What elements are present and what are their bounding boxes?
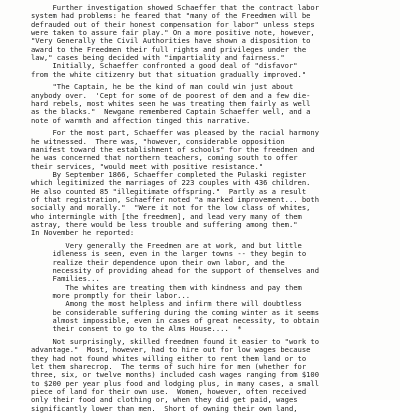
text-line: to $200 per year plus food and lodging plus, in many cases, a small	[31, 378, 320, 388]
text-line: system had problems: he feared that "many of the Freedmen will be	[31, 11, 311, 21]
text-line: which legitimized the marriages of 223 couples with 436 children.	[31, 178, 311, 188]
text-line: He also counted 85 "illegitimate offspring." Partly as a result	[31, 186, 307, 196]
text-line: Families...	[31, 274, 100, 284]
text-line: from the white citizenry but that situation gradually improved."	[31, 69, 307, 79]
text-line: advantage." Most, however, had to hire out for low wages because	[31, 345, 311, 355]
text-line: Not surprisingly, skilled freedmen found it easier to "work to	[31, 336, 320, 346]
text-line: anybody over. 'Cept for some of de poorest of dem and a few die-	[31, 90, 311, 100]
text-line: socially and morally." "Were it not for the low class of whites,	[31, 203, 311, 213]
text-line: who intermingle with [the freedmen], and lead very many of them	[31, 211, 302, 221]
block-quotation	[31, 242, 376, 334]
text-line: piece of land for their own use. Women, however, often received	[31, 386, 307, 396]
text-line: almost impossible, even in cases of great necessity, to obtain	[31, 315, 320, 325]
paragraph	[31, 129, 376, 237]
text-line: "The Captain, he be the kind of man could win just about	[31, 82, 294, 92]
text-line: he witnessed. There was, "however, considerable opposition	[31, 136, 285, 146]
text-line: Very generally the Freedmen are at work, and but little	[31, 240, 302, 250]
text-line: idleness is seen, even in the larger towns -- they begin to	[31, 249, 307, 259]
document-text	[31, 4, 376, 413]
text-line: significantly lower than men. Short of owning their own land,	[31, 403, 298, 413]
text-line: manifest toward the establishment of schools" for the freedmen and	[31, 144, 315, 154]
text-line: Initially, Schaeffer confronted a good deal of "disfavor"	[31, 61, 298, 71]
text-line: only their food and clothing or, when they did get paid, wages	[31, 395, 298, 405]
text-line: as the blacks." Newgane remembered Captain Schaeffer well, and a	[31, 107, 311, 117]
text-line: more promptly for their labor...	[31, 290, 191, 300]
text-line: award to the Freedmen their full rights and privileges under the	[31, 44, 307, 54]
text-line: note of warmth and affection tinged this narrative.	[31, 115, 251, 125]
text-line: In November he reported:	[31, 228, 135, 238]
text-line: Among the most helpless and infirm there will doubtless	[31, 299, 302, 309]
text-line: be considerable suffering during the coming winter as it seems	[31, 307, 320, 317]
text-line: law," cases being decided with "impartiality and fairness."	[31, 53, 285, 63]
text-line: three, six, or twelve months) included cash wages ranging from $100	[31, 370, 320, 380]
text-line: hard rebels, most whites seen he was treating them fairly as well	[31, 98, 311, 108]
text-line: The whites are treating them with kindness and pay them	[31, 282, 302, 292]
text-line: defrauded out of their honest compensation for labor" unless steps	[31, 19, 315, 29]
text-line: necessity of providing ahead for the support of themselves and	[31, 265, 320, 275]
text-line: "Very Generally the Civil Authorities have shown a disposition to	[31, 36, 311, 46]
text-line: Further investigation showed Schaeffer that the contract labor	[31, 3, 320, 12]
text-line: he was concerned that northern teachers, coming south to offer	[31, 153, 298, 163]
text-line: were taken to assure fair play." On a more positive note, however,	[31, 28, 315, 38]
paragraph	[31, 338, 376, 413]
text-line: they had not found whites willing either to rent them land or to	[31, 353, 307, 363]
text-line: astray, there would be less trouble and suffering among them."	[31, 219, 298, 229]
text-line: By September 1866, Schaeffer completed the Pulaski register	[31, 169, 307, 179]
text-line: For the most part, Schaeffer was pleased by the racial harmony	[31, 128, 320, 138]
text-line: of that registration, Schaeffer noted "a marked improvement... both	[31, 194, 320, 204]
paragraph	[31, 83, 376, 125]
text-line: realize their dependence upon their own labor, and the	[31, 257, 285, 267]
text-line: their consent to go to the Alms House.... *	[31, 324, 242, 334]
text-line: their services, "would meet with positive resistance."	[31, 161, 264, 171]
paragraph	[31, 4, 376, 79]
text-line: let them sharecrop. The terms of such hire for men (whether for	[31, 361, 307, 371]
